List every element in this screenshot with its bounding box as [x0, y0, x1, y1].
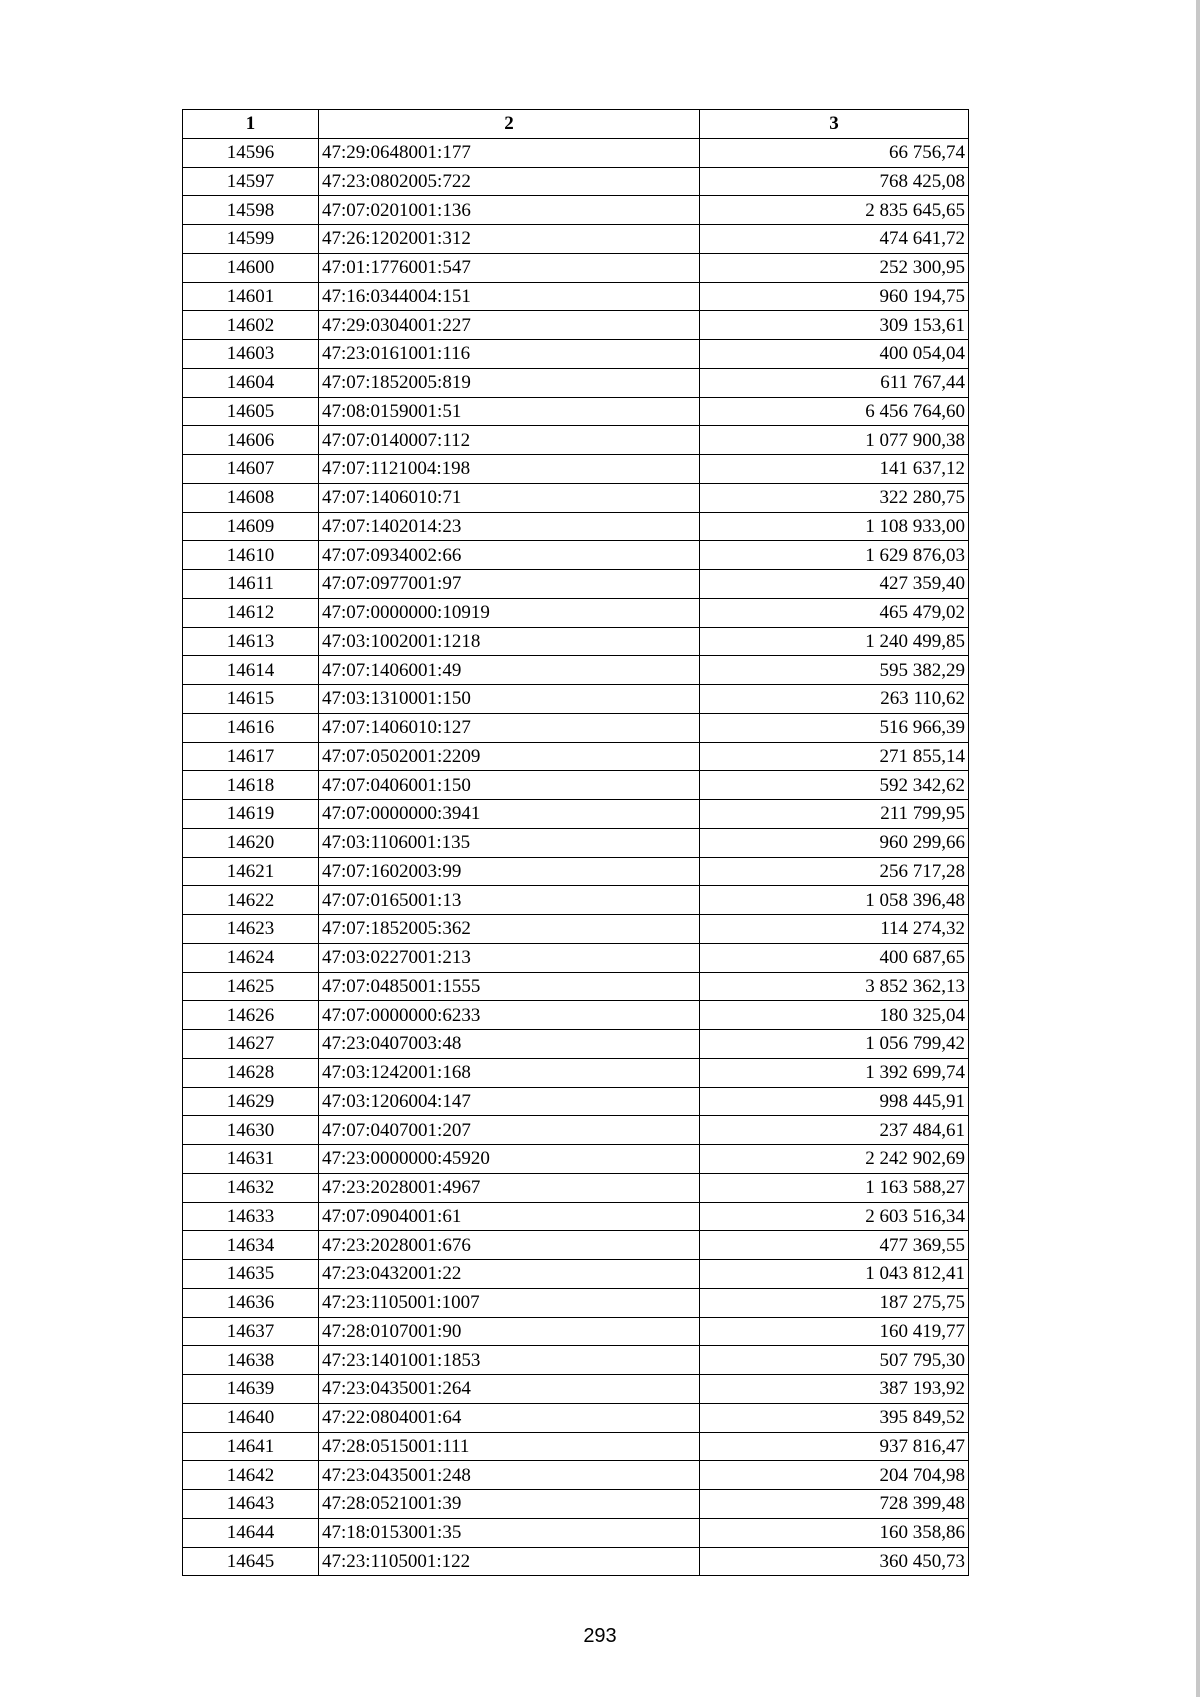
cadastral-number-cell: 47:07:0407001:207 — [319, 1116, 700, 1145]
row-number-cell: 14615 — [183, 685, 319, 714]
value-cell: 114 274,32 — [700, 915, 969, 944]
page-number: 293 — [583, 1625, 617, 1647]
cadastral-number-cell: 47:23:0802005:722 — [319, 167, 700, 196]
row-number-cell: 14598 — [183, 196, 319, 225]
cadastral-number-cell: 47:07:0904001:61 — [319, 1202, 700, 1231]
row-number-cell: 14642 — [183, 1461, 319, 1490]
table-row — [183, 282, 969, 311]
value-cell: 592 342,62 — [700, 771, 969, 800]
value-cell: 256 717,28 — [700, 857, 969, 886]
table-row — [183, 1346, 969, 1375]
table-row — [183, 253, 969, 282]
cadastral-number-cell: 47:07:1121004:198 — [319, 455, 700, 484]
table-row — [183, 167, 969, 196]
table-row — [183, 1288, 969, 1317]
value-cell: 960 299,66 — [700, 828, 969, 857]
cadastral-number-cell: 47:07:0201001:136 — [319, 196, 700, 225]
value-cell: 1 108 933,00 — [700, 512, 969, 541]
value-cell: 252 300,95 — [700, 253, 969, 282]
row-number-cell: 14616 — [183, 713, 319, 742]
row-number-cell: 14607 — [183, 455, 319, 484]
table-row — [183, 1461, 969, 1490]
value-cell: 2 603 516,34 — [700, 1202, 969, 1231]
table-row — [183, 541, 969, 570]
cadastral-number-cell: 47:07:0934002:66 — [319, 541, 700, 570]
row-number-cell: 14604 — [183, 368, 319, 397]
row-number-cell: 14623 — [183, 915, 319, 944]
value-cell: 1 043 812,41 — [700, 1260, 969, 1289]
value-cell: 3 852 362,13 — [700, 972, 969, 1001]
value-cell: 204 704,98 — [700, 1461, 969, 1490]
value-cell: 474 641,72 — [700, 225, 969, 254]
row-number-cell: 14608 — [183, 483, 319, 512]
row-number-cell: 14625 — [183, 972, 319, 1001]
table-row — [183, 1173, 969, 1202]
table-row — [183, 138, 969, 167]
cadastral-number-cell: 47:23:0000000:45920 — [319, 1145, 700, 1174]
cadastral-number-cell: 47:28:0515001:111 — [319, 1432, 700, 1461]
table-row — [183, 800, 969, 829]
row-number-cell: 14638 — [183, 1346, 319, 1375]
value-cell: 180 325,04 — [700, 1001, 969, 1030]
table-row — [183, 1231, 969, 1260]
row-number-cell: 14611 — [183, 570, 319, 599]
value-cell: 400 054,04 — [700, 340, 969, 369]
row-number-cell: 14640 — [183, 1403, 319, 1432]
table-row — [183, 1202, 969, 1231]
row-number-cell: 14630 — [183, 1116, 319, 1145]
table-row — [183, 1375, 969, 1404]
row-number-cell: 14618 — [183, 771, 319, 800]
value-cell: 595 382,29 — [700, 656, 969, 685]
value-cell: 1 077 900,38 — [700, 426, 969, 455]
cadastral-number-cell: 47:16:0344004:151 — [319, 282, 700, 311]
row-number-cell: 14628 — [183, 1058, 319, 1087]
cadastral-number-cell: 47:07:0140007:112 — [319, 426, 700, 455]
value-cell: 516 966,39 — [700, 713, 969, 742]
value-cell: 271 855,14 — [700, 742, 969, 771]
table-row — [183, 570, 969, 599]
value-cell: 937 816,47 — [700, 1432, 969, 1461]
cadastral-number-cell: 47:23:2028001:676 — [319, 1231, 700, 1260]
table-row — [183, 225, 969, 254]
value-cell: 400 687,65 — [700, 943, 969, 972]
row-number-cell: 14619 — [183, 800, 319, 829]
row-number-cell: 14632 — [183, 1173, 319, 1202]
table-row — [183, 972, 969, 1001]
value-cell: 160 358,86 — [700, 1518, 969, 1547]
table-row — [183, 915, 969, 944]
table-header — [183, 110, 969, 139]
value-cell: 477 369,55 — [700, 1231, 969, 1260]
cadastral-number-cell: 47:03:0227001:213 — [319, 943, 700, 972]
value-cell: 387 193,92 — [700, 1375, 969, 1404]
value-cell: 141 637,12 — [700, 455, 969, 484]
cadastral-number-cell: 47:18:0153001:35 — [319, 1518, 700, 1547]
cadastral-number-cell: 47:28:0107001:90 — [319, 1317, 700, 1346]
table-row — [183, 311, 969, 340]
cadastral-number-cell: 47:23:0435001:264 — [319, 1375, 700, 1404]
cadastral-number-cell: 47:07:1406010:71 — [319, 483, 700, 512]
column-header-3: 3 — [700, 110, 969, 139]
row-number-cell: 14609 — [183, 512, 319, 541]
cadastral-number-cell: 47:23:0432001:22 — [319, 1260, 700, 1289]
value-cell: 211 799,95 — [700, 800, 969, 829]
row-number-cell: 14613 — [183, 627, 319, 656]
table-row — [183, 713, 969, 742]
value-cell: 360 450,73 — [700, 1547, 969, 1576]
value-cell: 160 419,77 — [700, 1317, 969, 1346]
cadastral-number-cell: 47:07:0000000:10919 — [319, 598, 700, 627]
column-header-1: 1 — [183, 110, 319, 139]
row-number-cell: 14641 — [183, 1432, 319, 1461]
cadastral-number-cell: 47:07:1852005:819 — [319, 368, 700, 397]
table-row — [183, 1432, 969, 1461]
cadastral-number-cell: 47:22:0804001:64 — [319, 1403, 700, 1432]
value-cell: 768 425,08 — [700, 167, 969, 196]
table-row — [183, 1116, 969, 1145]
row-number-cell: 14635 — [183, 1260, 319, 1289]
cadastral-number-cell: 47:08:0159001:51 — [319, 397, 700, 426]
cadastral-number-cell: 47:07:1852005:362 — [319, 915, 700, 944]
value-cell: 66 756,74 — [700, 138, 969, 167]
value-cell: 6 456 764,60 — [700, 397, 969, 426]
row-number-cell: 14624 — [183, 943, 319, 972]
table-row — [183, 1547, 969, 1576]
value-cell: 263 110,62 — [700, 685, 969, 714]
table-row — [183, 943, 969, 972]
value-cell: 427 359,40 — [700, 570, 969, 599]
column-header-2: 2 — [319, 110, 700, 139]
cadastral-number-cell: 47:03:1242001:168 — [319, 1058, 700, 1087]
table-row — [183, 483, 969, 512]
value-cell: 237 484,61 — [700, 1116, 969, 1145]
row-number-cell: 14639 — [183, 1375, 319, 1404]
cadastral-number-cell: 47:23:1401001:1853 — [319, 1346, 700, 1375]
table-row — [183, 828, 969, 857]
cadastral-number-cell: 47:23:1105001:1007 — [319, 1288, 700, 1317]
table-row — [183, 340, 969, 369]
table-row — [183, 1145, 969, 1174]
value-cell: 1 240 499,85 — [700, 627, 969, 656]
cadastral-number-cell: 47:01:1776001:547 — [319, 253, 700, 282]
value-cell: 2 835 645,65 — [700, 196, 969, 225]
table-row — [183, 886, 969, 915]
value-cell: 322 280,75 — [700, 483, 969, 512]
row-number-cell: 14621 — [183, 857, 319, 886]
row-number-cell: 14644 — [183, 1518, 319, 1547]
value-cell: 728 399,48 — [700, 1490, 969, 1519]
row-number-cell: 14645 — [183, 1547, 319, 1576]
row-number-cell: 14612 — [183, 598, 319, 627]
cadastral-number-cell: 47:03:1206004:147 — [319, 1087, 700, 1116]
table-row — [183, 455, 969, 484]
row-number-cell: 14629 — [183, 1087, 319, 1116]
cadastral-number-cell: 47:07:0485001:1555 — [319, 972, 700, 1001]
row-number-cell: 14627 — [183, 1030, 319, 1059]
cadastral-number-cell: 47:03:1002001:1218 — [319, 627, 700, 656]
table-row — [183, 598, 969, 627]
table-row — [183, 656, 969, 685]
row-number-cell: 14603 — [183, 340, 319, 369]
value-cell: 611 767,44 — [700, 368, 969, 397]
row-number-cell: 14626 — [183, 1001, 319, 1030]
value-cell: 507 795,30 — [700, 1346, 969, 1375]
table-row — [183, 1490, 969, 1519]
cadastral-number-cell: 47:29:0304001:227 — [319, 311, 700, 340]
cadastral-number-cell: 47:03:1106001:135 — [319, 828, 700, 857]
value-cell: 998 445,91 — [700, 1087, 969, 1116]
cadastral-number-cell: 47:23:1105001:122 — [319, 1547, 700, 1576]
row-number-cell: 14601 — [183, 282, 319, 311]
table-row — [183, 1403, 969, 1432]
row-number-cell: 14643 — [183, 1490, 319, 1519]
table-row — [183, 1058, 969, 1087]
table-row — [183, 627, 969, 656]
header-row — [183, 110, 969, 139]
table-row — [183, 397, 969, 426]
cadastral-number-cell: 47:03:1310001:150 — [319, 685, 700, 714]
value-cell: 309 153,61 — [700, 311, 969, 340]
table-body — [183, 138, 969, 1576]
value-cell: 2 242 902,69 — [700, 1145, 969, 1174]
cadastral-number-cell: 47:07:0502001:2209 — [319, 742, 700, 771]
cadastral-number-cell: 47:07:1402014:23 — [319, 512, 700, 541]
value-cell: 1 163 588,27 — [700, 1173, 969, 1202]
value-cell: 960 194,75 — [700, 282, 969, 311]
value-cell: 1 058 396,48 — [700, 886, 969, 915]
row-number-cell: 14620 — [183, 828, 319, 857]
table-row — [183, 1030, 969, 1059]
row-number-cell: 14610 — [183, 541, 319, 570]
table-row — [183, 1001, 969, 1030]
row-number-cell: 14622 — [183, 886, 319, 915]
cadastral-number-cell: 47:23:0161001:116 — [319, 340, 700, 369]
row-number-cell: 14597 — [183, 167, 319, 196]
cadastral-number-cell: 47:07:1602003:99 — [319, 857, 700, 886]
row-number-cell: 14600 — [183, 253, 319, 282]
value-cell: 465 479,02 — [700, 598, 969, 627]
table-row — [183, 426, 969, 455]
value-cell: 187 275,75 — [700, 1288, 969, 1317]
cadastral-number-cell: 47:07:0000000:3941 — [319, 800, 700, 829]
table-row — [183, 512, 969, 541]
cadastral-number-cell: 47:29:0648001:177 — [319, 138, 700, 167]
table-row — [183, 1518, 969, 1547]
value-cell: 1 629 876,03 — [700, 541, 969, 570]
row-number-cell: 14606 — [183, 426, 319, 455]
row-number-cell: 14596 — [183, 138, 319, 167]
row-number-cell: 14634 — [183, 1231, 319, 1260]
cadastral-number-cell: 47:23:2028001:4967 — [319, 1173, 700, 1202]
cadastral-number-cell: 47:07:0977001:97 — [319, 570, 700, 599]
cadastral-number-cell: 47:23:0435001:248 — [319, 1461, 700, 1490]
registry-table — [182, 109, 969, 1576]
value-cell: 1 056 799,42 — [700, 1030, 969, 1059]
cadastral-number-cell: 47:23:0407003:48 — [319, 1030, 700, 1059]
table-row — [183, 368, 969, 397]
row-number-cell: 14602 — [183, 311, 319, 340]
table-row — [183, 1260, 969, 1289]
table-row — [183, 771, 969, 800]
row-number-cell: 14633 — [183, 1202, 319, 1231]
row-number-cell: 14631 — [183, 1145, 319, 1174]
cadastral-number-cell: 47:07:0406001:150 — [319, 771, 700, 800]
value-cell: 395 849,52 — [700, 1403, 969, 1432]
cadastral-number-cell: 47:07:0165001:13 — [319, 886, 700, 915]
row-number-cell: 14636 — [183, 1288, 319, 1317]
table-row — [183, 196, 969, 225]
row-number-cell: 14599 — [183, 225, 319, 254]
table-row — [183, 1087, 969, 1116]
cadastral-number-cell: 47:07:1406010:127 — [319, 713, 700, 742]
table-row — [183, 857, 969, 886]
table-row — [183, 742, 969, 771]
cadastral-number-cell: 47:28:0521001:39 — [319, 1490, 700, 1519]
row-number-cell: 14637 — [183, 1317, 319, 1346]
page-edge-shadow — [1196, 0, 1200, 1697]
cadastral-number-cell: 47:07:0000000:6233 — [319, 1001, 700, 1030]
table-row — [183, 1317, 969, 1346]
table-row — [183, 685, 969, 714]
value-cell: 1 392 699,74 — [700, 1058, 969, 1087]
cadastral-number-cell: 47:07:1406001:49 — [319, 656, 700, 685]
cadastral-number-cell: 47:26:1202001:312 — [319, 225, 700, 254]
row-number-cell: 14617 — [183, 742, 319, 771]
row-number-cell: 14605 — [183, 397, 319, 426]
row-number-cell: 14614 — [183, 656, 319, 685]
